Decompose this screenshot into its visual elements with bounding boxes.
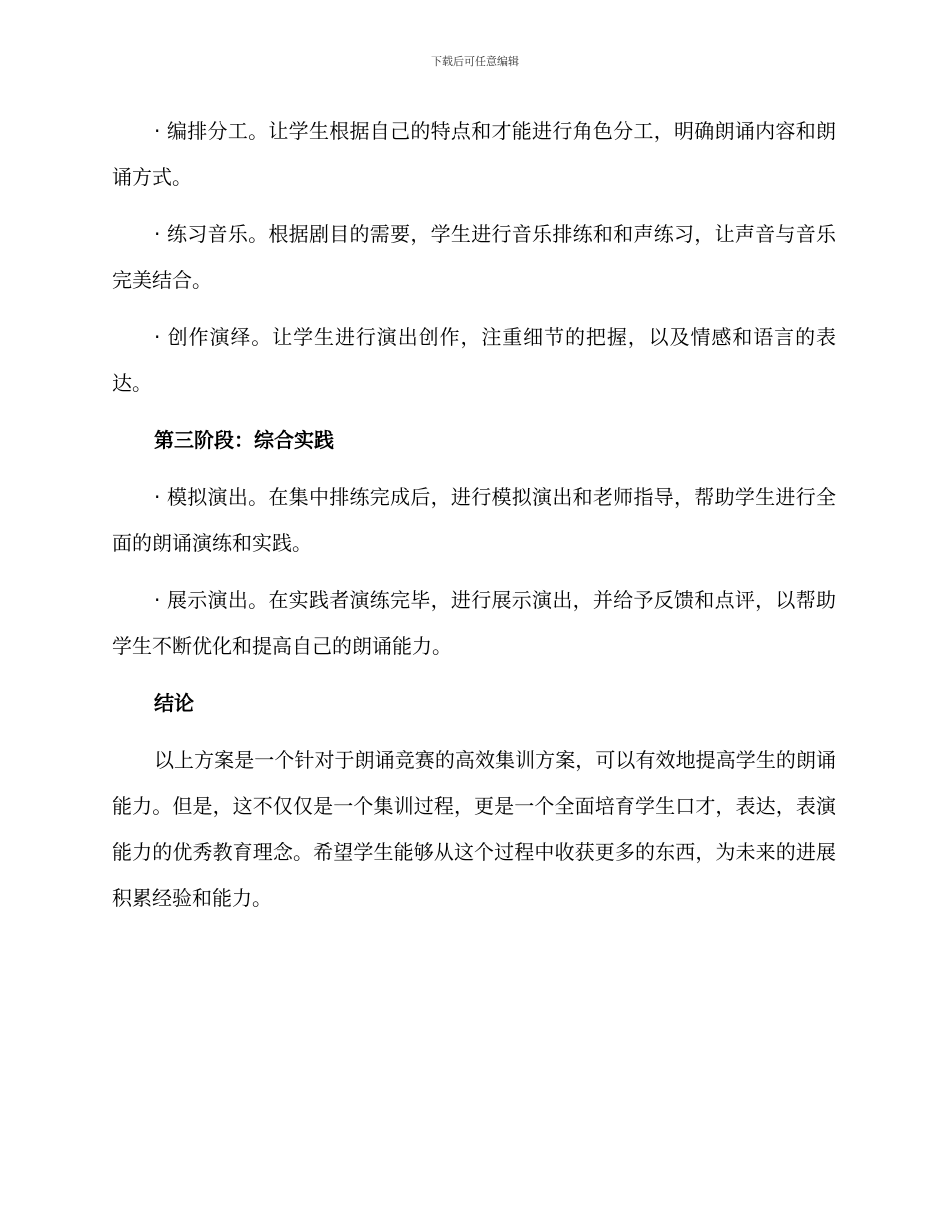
- bullet-practice-music: · 练习音乐。根据剧目的需要，学生进行音乐排练和和声练习，让声音与音乐完美结合。: [112, 222, 836, 292]
- bullet-arrange-roles: · 编排分工。让学生根据自己的特点和才能进行角色分工，明确朗诵内容和朗诵方式。: [112, 119, 836, 189]
- conclusion-heading: 结论: [154, 691, 194, 715]
- document-body: [112, 108, 836, 932]
- page-header: 下载后可任意编辑: [431, 55, 519, 68]
- stage3-heading: 第三阶段：综合实践: [154, 428, 334, 452]
- conclusion-paragraph: 以上方案是一个针对于朗诵竞赛的高效集训方案，可以有效地提高学生的朗诵能力。但是，这不仅仅是一个集训过程，更是一个全面培育学生口才，表达，表演能力的优秀教育理念。希望学生能够从这个过程中收获更多的东西，为未来的进展积累经验和能力。: [112, 748, 836, 910]
- bullet-mock-performance: · 模拟演出。在集中排练完成后，进行模拟演出和老师指导，帮助学生进行全面的朗诵演练和实践。: [112, 485, 836, 555]
- bullet-create-perform: · 创作演绎。让学生进行演出创作，注重细节的把握，以及情感和语言的表达。: [112, 325, 836, 395]
- bullet-show-performance: · 展示演出。在实践者演练完毕，进行展示演出，并给予反馈和点评，以帮助学生不断优化和提高自己的朗诵能力。: [112, 588, 836, 658]
